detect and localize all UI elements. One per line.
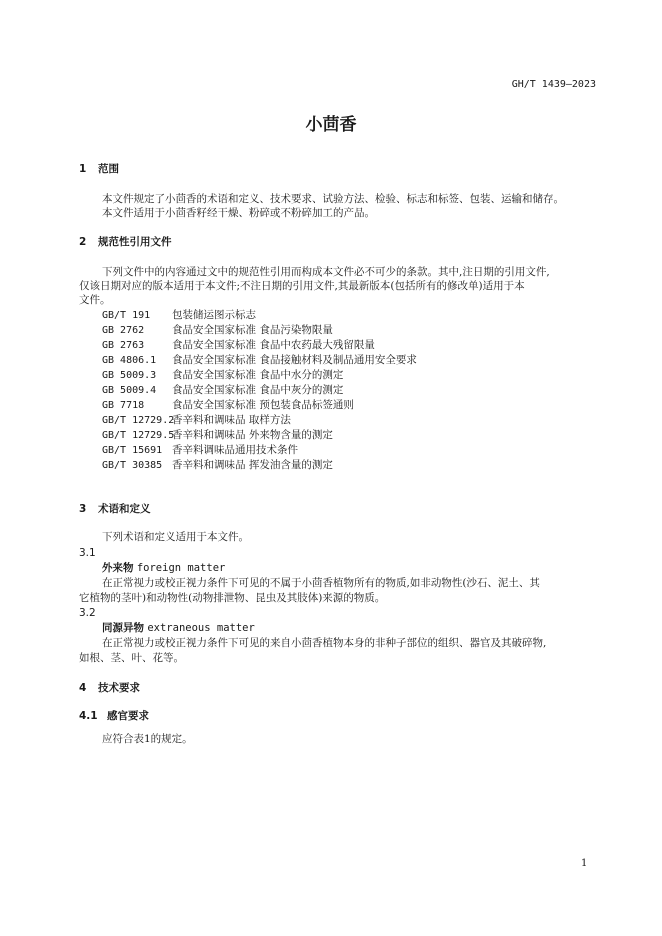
term-number: 3.1 (79, 547, 96, 559)
reference-code: GB 4806.1 (102, 355, 157, 366)
reference-title: 食品安全国家标准 食品中灰分的测定 (172, 384, 344, 396)
reference-title: 食品安全国家标准 食品中水分的测定 (172, 369, 344, 381)
term-definition-line-1: 在正常视力或校正视力条件下可见的来自小茴香植物本身的非种子部位的组织、器官及其破碎物, (102, 637, 547, 649)
reference-code: GB/T 191 (102, 310, 151, 321)
section-4-1-heading (79, 709, 149, 723)
reference-code: GB 2763 (102, 340, 145, 351)
term-heading (102, 621, 255, 635)
term-definition-line-2: 它植物的茎叶)和动物性(动物排泄物、昆虫及其肢体)来源的物质。 (79, 592, 386, 604)
reference-title: 香辛料调味品通用技术条件 (172, 444, 298, 456)
section-2-intro-line-2: 仅该日期对应的版本适用于本文件;不注日期的引用文件,其最新版本(包括所有的修改单)适用于本 (79, 280, 525, 292)
reference-item (102, 338, 375, 353)
reference-item (102, 398, 354, 413)
reference-title: 包装储运图示标志 (172, 309, 256, 321)
reference-title: 食品安全国家标准 食品污染物限量 (172, 324, 333, 336)
reference-code: GB 7718 (102, 400, 145, 411)
reference-item (102, 428, 333, 443)
section-1-title: 范围 (98, 163, 119, 175)
section-4-number: 4 (79, 682, 87, 694)
term-english: extraneous matter (147, 622, 255, 634)
reference-item (102, 353, 417, 368)
term-definition-line-1: 在正常视力或校正视力条件下可见的不属于小茴香植物所有的物质,如非动物性(沙石、泥土、其 (102, 577, 540, 589)
section-2-number: 2 (79, 236, 87, 248)
section-1-heading (79, 162, 119, 176)
section-2-heading (79, 235, 172, 249)
document-title: 小茴香 (305, 115, 357, 135)
reference-code: GB/T 12729.2 (102, 415, 175, 426)
reference-title: 食品安全国家标准 食品接触材料及制品通用安全要求 (172, 354, 417, 366)
reference-title: 食品安全国家标准 预包装食品标签通则 (172, 399, 354, 411)
reference-title: 香辛料和调味品 挥发油含量的测定 (172, 459, 333, 471)
reference-code: GB 5009.4 (102, 385, 157, 396)
reference-item (102, 383, 343, 398)
section-2-title: 规范性引用文件 (98, 236, 172, 248)
reference-item (102, 368, 343, 383)
term-english: foreign matter (136, 562, 226, 574)
section-3-intro: 下列术语和定义适用于本文件。 (102, 531, 249, 543)
section-3-heading (79, 502, 151, 516)
reference-code: GB/T 30385 (102, 460, 163, 471)
reference-code: GB/T 15691 (102, 445, 163, 456)
reference-item (102, 443, 298, 458)
reference-code: GB 5009.3 (102, 370, 157, 381)
section-4-title: 技术要求 (98, 682, 140, 694)
reference-title: 香辛料和调味品 外来物含量的测定 (172, 429, 333, 441)
reference-item (102, 458, 333, 473)
section-3-number: 3 (79, 503, 87, 515)
section-1-paragraph-1: 本文件规定了小茴香的术语和定义、技术要求、试验方法、检验、标志和标签、包装、运输和储存。 (102, 193, 564, 205)
reference-code: GB/T 12729.5 (102, 430, 175, 441)
term-chinese: 同源异物 (102, 622, 144, 634)
term-chinese: 外来物 (102, 562, 134, 574)
section-4-heading (79, 681, 140, 695)
section-3-title: 术语和定义 (98, 503, 151, 515)
section-4-1-title: 感官要求 (107, 710, 149, 722)
section-4-1-text: 应符合表1的规定。 (102, 733, 193, 745)
page-number: 1 (581, 858, 588, 869)
reference-title: 香辛料和调味品 取样方法 (172, 414, 291, 426)
section-4-1-number: 4.1 (79, 710, 98, 722)
section-1-number: 1 (79, 163, 87, 175)
reference-code: GB 2762 (102, 325, 145, 336)
section-1-paragraph-2: 本文件适用于小茴香籽经干燥、粉碎或不粉碎加工的产品。 (102, 207, 375, 219)
standard-number: GH/T 1439—2023 (511, 79, 596, 90)
section-2-intro-line-1: 下列文件中的内容通过文中的规范性引用而构成本文件必不可少的条款。其中,注日期的引用文件, (102, 266, 550, 278)
section-2-intro-line-3: 文件。 (79, 294, 111, 306)
term-heading (102, 561, 225, 575)
term-number: 3.2 (79, 607, 96, 619)
reference-item (102, 413, 291, 428)
term-definition-line-2: 如根、茎、叶、花等。 (79, 652, 184, 664)
reference-item (102, 308, 256, 323)
reference-title: 食品安全国家标准 食品中农药最大残留限量 (172, 339, 375, 351)
reference-item (102, 323, 333, 338)
